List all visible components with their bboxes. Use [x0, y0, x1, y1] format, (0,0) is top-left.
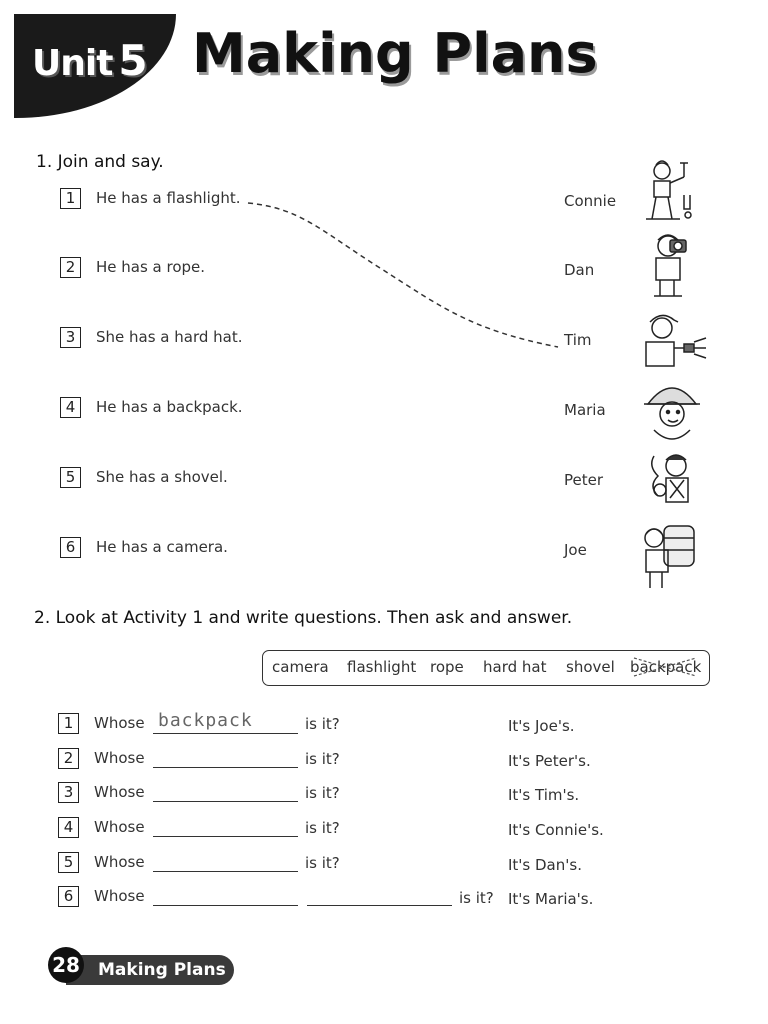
question-end: is it? — [459, 889, 494, 907]
sentence-text: He has a camera. — [96, 538, 228, 556]
answer-blank[interactable] — [153, 836, 298, 837]
answer-blank[interactable] — [153, 801, 298, 802]
question-number: 1 — [58, 713, 79, 734]
name-label: Peter — [564, 471, 604, 489]
unit-number: 5 — [118, 36, 147, 85]
answer-blank[interactable] — [153, 871, 298, 872]
child-with-rope-icon — [640, 450, 704, 512]
question-number: 6 — [58, 886, 79, 907]
sentence-text: He has a flashlight. — [96, 189, 241, 207]
answer-blank[interactable] — [153, 905, 298, 906]
word-bank-item: camera — [272, 658, 329, 676]
question-number: 4 — [58, 817, 79, 838]
answer-text: It's Joe's. — [508, 717, 575, 735]
sentence-number: 4 — [60, 397, 81, 418]
question-end: is it? — [305, 750, 340, 768]
word-bank-item: rope — [430, 658, 464, 676]
word-bank-item: flashlight — [347, 658, 417, 676]
question-start: Whose — [94, 853, 145, 871]
question-end: is it? — [305, 715, 340, 733]
child-with-backpack-icon — [636, 520, 706, 592]
question-start: Whose — [94, 749, 145, 767]
sentence-text: He has a rope. — [96, 258, 206, 276]
cross-out-mark — [628, 652, 702, 682]
sentence-number: 6 — [60, 537, 81, 558]
question-start: Whose — [94, 887, 145, 905]
child-with-camera-icon — [640, 228, 706, 300]
answer-blank-second[interactable] — [307, 905, 452, 906]
footer-title: Making Plans — [98, 960, 226, 980]
name-label: Tim — [564, 331, 592, 349]
sentence-text: She has a shovel. — [96, 468, 228, 486]
sentence-number: 3 — [60, 327, 81, 348]
word-bank-item: hard hat — [483, 658, 547, 676]
page-number: 28 — [48, 947, 84, 983]
question-end: is it? — [305, 819, 340, 837]
sentence-text: She has a hard hat. — [96, 328, 243, 346]
question-end: is it? — [305, 784, 340, 802]
question-start: Whose — [94, 783, 145, 801]
page-title: Making Plans — [192, 22, 598, 85]
name-label: Joe — [564, 541, 587, 559]
activity1-heading: 1. Join and say. — [36, 152, 164, 172]
question-start: Whose — [94, 714, 145, 732]
unit-word: Unit — [32, 43, 113, 84]
answer-blank[interactable] — [153, 733, 298, 734]
question-number: 2 — [58, 748, 79, 769]
question-number: 3 — [58, 782, 79, 803]
answer-text: It's Maria's. — [508, 890, 594, 908]
activity2-heading: 2. Look at Activity 1 and write questions. Then ask and answer. — [34, 608, 573, 628]
question-end: is it? — [305, 854, 340, 872]
sentence-number: 2 — [60, 257, 81, 278]
name-label: Maria — [564, 401, 606, 419]
answer-text: It's Tim's. — [508, 786, 580, 804]
question-start: Whose — [94, 818, 145, 836]
question-number: 5 — [58, 852, 79, 873]
child-with-shovel-icon — [638, 155, 708, 225]
word-bank-item-crossed: backpack — [630, 658, 702, 676]
sentence-number: 1 — [60, 188, 81, 209]
sentence-number: 5 — [60, 467, 81, 488]
answer-text: It's Peter's. — [508, 752, 591, 770]
answer-blank[interactable] — [153, 767, 298, 768]
child-with-flashlight-icon — [636, 308, 710, 374]
name-label: Connie — [564, 192, 617, 210]
name-label: Dan — [564, 261, 595, 279]
answer-text: It's Connie's. — [508, 821, 604, 839]
answer-text: It's Dan's. — [508, 856, 582, 874]
handwritten-answer: backpack — [158, 710, 253, 731]
child-with-hard-hat-icon — [640, 378, 704, 446]
sentence-text: He has a backpack. — [96, 398, 243, 416]
word-bank-item: shovel — [566, 658, 615, 676]
